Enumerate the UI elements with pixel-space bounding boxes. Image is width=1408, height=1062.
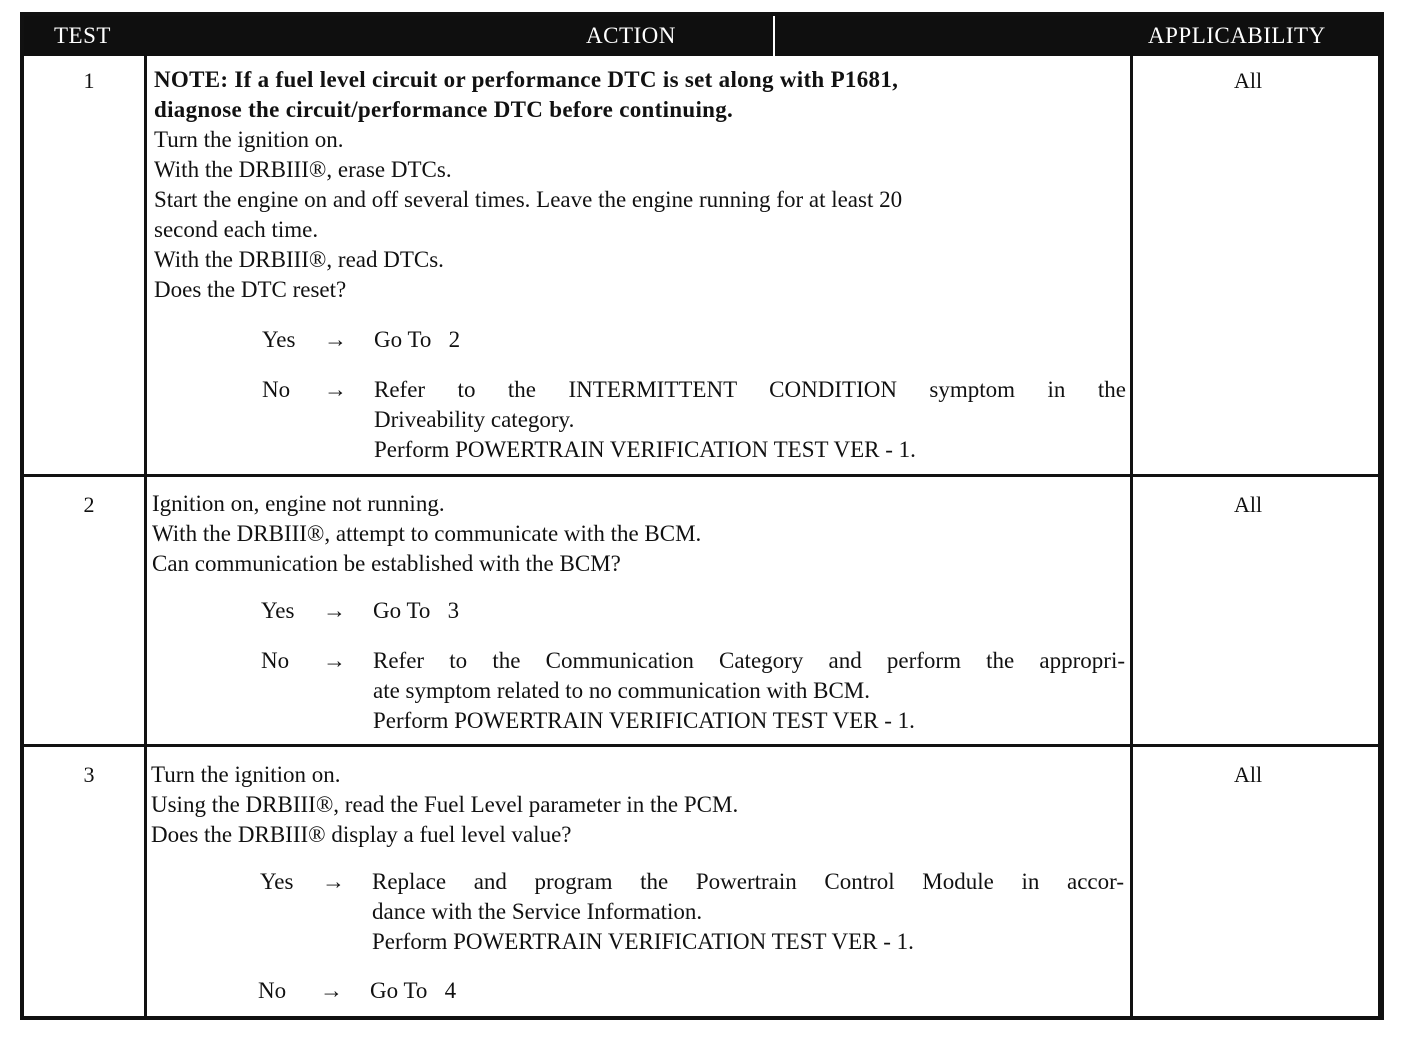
branch-result — [374, 325, 1126, 355]
applicability-value: All — [1234, 492, 1263, 517]
step-line: Does the DRBIII® display a fuel level value? — [151, 822, 572, 847]
branch-result — [370, 976, 1122, 1006]
step-line: With the DRBIII®, read DTCs. — [154, 247, 444, 272]
right-border — [1378, 56, 1384, 1016]
result-line: Go To 3 — [373, 598, 460, 623]
test-action — [152, 489, 1124, 579]
branch-result — [373, 596, 1125, 626]
result-line: Perform POWERTRAIN VERIFICATION TEST VER - 1. — [374, 437, 916, 462]
result-line: Go To 2 — [374, 327, 461, 352]
applicability-value: All — [1234, 762, 1263, 787]
branch-result — [373, 646, 1125, 736]
result-line: Refer to the INTERMITTENT CONDITION symptom in the — [374, 377, 1126, 402]
arrow-icon: → — [320, 978, 343, 1003]
arrow-icon: → — [323, 648, 346, 673]
branch-result — [372, 867, 1124, 957]
test-action — [151, 760, 1123, 850]
note-line: NOTE: If a fuel level circuit or performance DTC is set along with P1681, — [154, 67, 899, 92]
branch-result — [374, 375, 1126, 465]
answer-yes: Yes — [261, 598, 295, 623]
result-line: Perform POWERTRAIN VERIFICATION TEST VER - 1. — [373, 708, 915, 733]
column-divider-applicability — [1130, 56, 1133, 1016]
diagnostic-table — [20, 12, 1384, 1020]
result-line: ate symptom related to no communication with BCM. — [373, 678, 870, 703]
answer-yes: Yes — [262, 327, 296, 352]
step-line: Does the DTC reset? — [154, 277, 347, 302]
step-line: With the DRBIII®, erase DTCs. — [154, 157, 452, 182]
arrow-icon: → — [322, 869, 345, 894]
step-line: Turn the ignition on. — [151, 762, 341, 787]
applicability-value: All — [1234, 68, 1263, 93]
table-header — [24, 16, 1380, 56]
arrow-icon: → — [324, 327, 347, 352]
step-line: Ignition on, engine not running. — [152, 491, 445, 516]
step-line: Can communication be established with the BCM? — [152, 551, 621, 576]
answer-no: No — [258, 978, 287, 1003]
result-line: Go To 4 — [370, 978, 457, 1003]
test-action — [154, 65, 1126, 305]
step-line: second each time. — [154, 217, 319, 242]
arrow-icon: → — [324, 377, 347, 402]
header-test: TEST — [54, 23, 111, 48]
step-line: Using the DRBIII®, read the Fuel Level parameter in the PCM. — [151, 792, 739, 817]
header-applicability: APPLICABILITY — [1148, 23, 1326, 48]
header-action: ACTION — [586, 23, 676, 48]
test-number: 2 — [83, 492, 95, 517]
row-separator — [24, 474, 1380, 477]
test-number: 1 — [83, 68, 95, 93]
result-line: Driveability category. — [374, 407, 575, 432]
result-line: Perform POWERTRAIN VERIFICATION TEST VER - 1. — [372, 929, 914, 954]
result-line: Refer to the Communication Category and perform the appropri- — [373, 648, 1125, 673]
answer-yes: Yes — [260, 869, 294, 894]
arrow-icon: → — [323, 598, 346, 623]
header-divider — [773, 16, 775, 56]
column-divider-test — [144, 56, 147, 1016]
note-line: diagnose the circuit/performance DTC before continuing. — [154, 97, 734, 122]
step-line: With the DRBIII®, attempt to communicate with the BCM. — [152, 521, 702, 546]
answer-no: No — [261, 648, 290, 673]
step-line: Turn the ignition on. — [154, 127, 344, 152]
test-number: 3 — [83, 762, 95, 787]
answer-no: No — [262, 377, 291, 402]
result-line: Replace and program the Powertrain Control Module in accor- — [372, 869, 1124, 894]
row-separator — [24, 744, 1380, 747]
result-line: dance with the Service Information. — [372, 899, 703, 924]
step-line: Start the engine on and off several times. Leave the engine running for at least 20 — [154, 187, 903, 212]
